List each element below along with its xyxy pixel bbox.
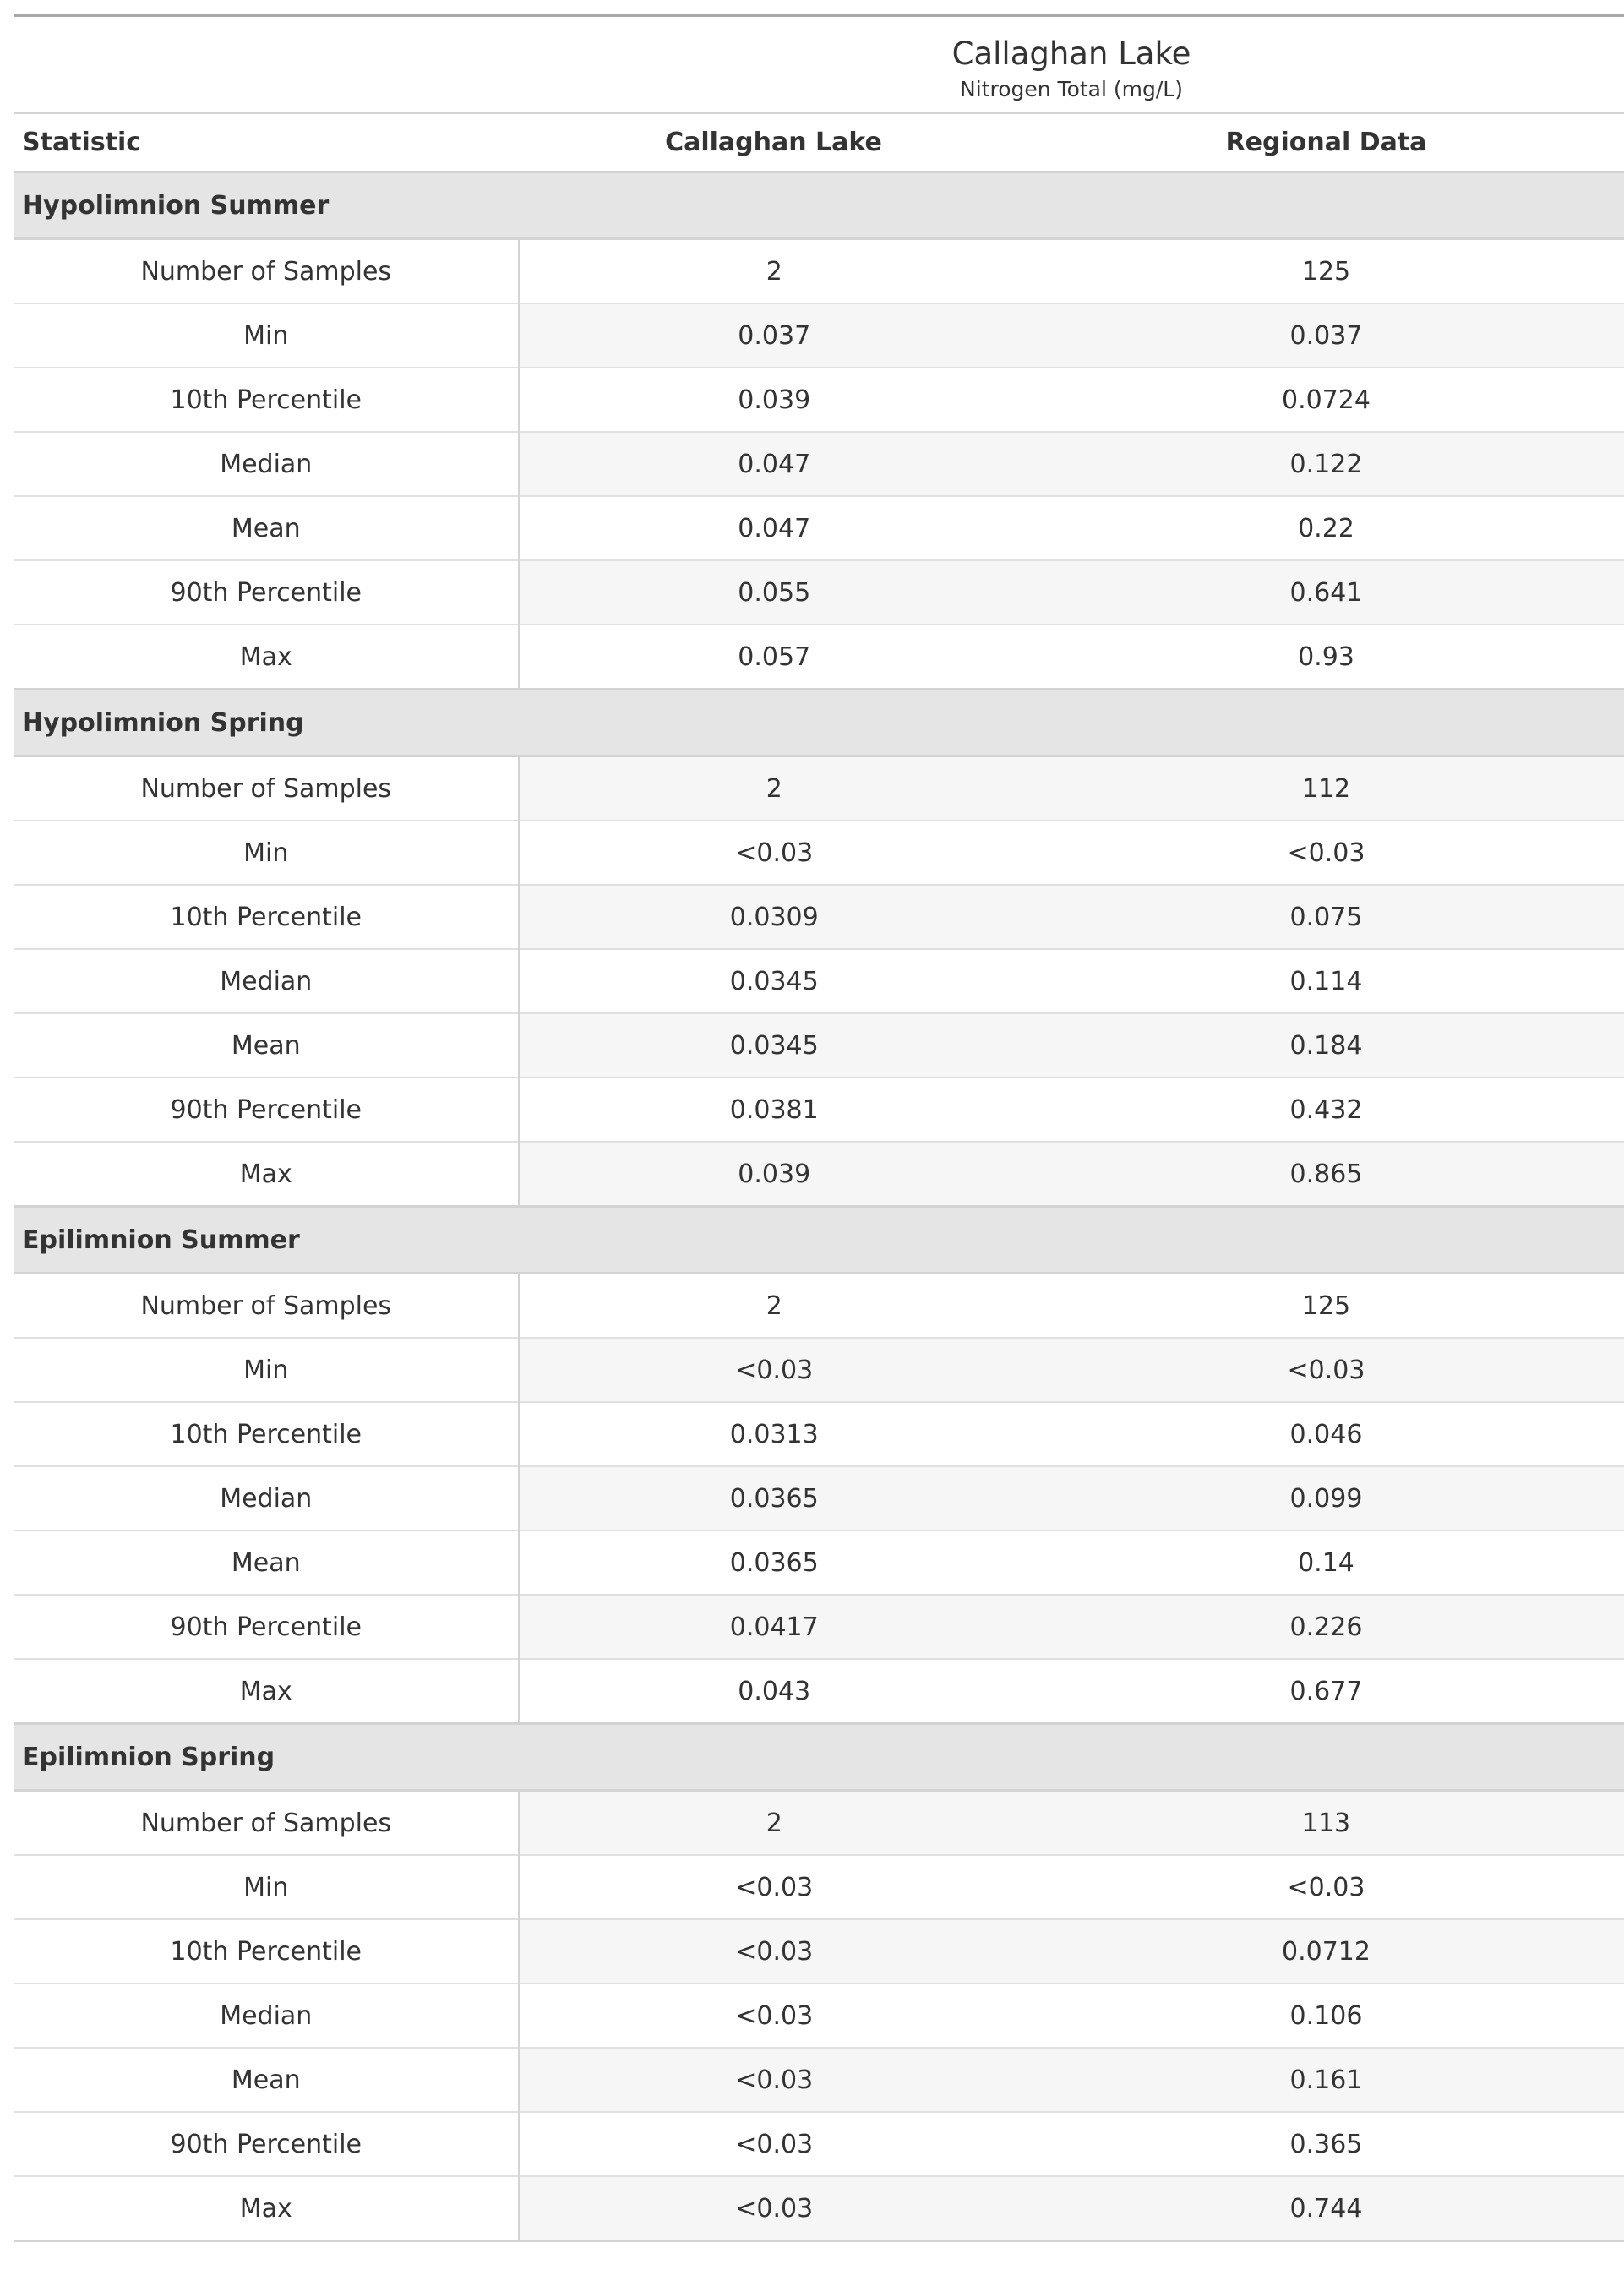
- group-title: Hypolimnion Summer: [14, 172, 1624, 239]
- table-row: [14, 496, 1624, 560]
- column-header-regional: Regional Data: [1028, 113, 1624, 172]
- regional-value: 0.122: [1028, 432, 1624, 496]
- statistic-label: Median: [14, 1984, 519, 2048]
- stats-table-container: [14, 14, 1624, 2242]
- table-row: [14, 303, 1624, 368]
- statistic-label: Mean: [14, 496, 519, 560]
- statistic-label: Max: [14, 1659, 519, 1724]
- group-section: [14, 690, 1624, 1207]
- lake-value: <0.03: [519, 1984, 1028, 2048]
- lake-value: 0.0381: [519, 1078, 1028, 1142]
- table-row: [14, 2112, 1624, 2176]
- lake-value: 0.037: [519, 303, 1028, 368]
- regional-value: 0.046: [1028, 1402, 1624, 1466]
- regional-value: 0.744: [1028, 2176, 1624, 2241]
- group-header-row: [14, 690, 1624, 756]
- lake-value: 0.039: [519, 1142, 1028, 1207]
- regional-value: 113: [1028, 1791, 1624, 1856]
- group-section: [14, 1724, 1624, 2241]
- table-row: [14, 1855, 1624, 1919]
- regional-value: 0.14: [1028, 1531, 1624, 1595]
- table-header: [14, 16, 1624, 172]
- statistic-label: Max: [14, 2176, 519, 2241]
- lake-value: 0.0345: [519, 949, 1028, 1013]
- regional-value: 0.226: [1028, 1595, 1624, 1659]
- regional-value: 0.677: [1289, 1676, 1363, 1706]
- lake-value: <0.03: [519, 2112, 1028, 2176]
- lake-value: 2: [519, 1274, 1028, 1339]
- table-row: [14, 1531, 1624, 1595]
- regional-value: 0.161: [1028, 2048, 1624, 2112]
- regional-value: 0.22: [1028, 496, 1624, 560]
- regional-value: 125: [1028, 239, 1624, 304]
- table-row: [14, 1078, 1624, 1142]
- statistic-label: Mean: [14, 1531, 519, 1595]
- statistic-label: 10th Percentile: [14, 1402, 519, 1466]
- regional-value: 0.075: [1028, 885, 1624, 949]
- regional-value: <0.03: [1028, 1338, 1624, 1402]
- table-row: [14, 1919, 1624, 1984]
- statistic-label: Min: [14, 303, 519, 368]
- regional-value: 0.865: [1028, 1142, 1624, 1207]
- group-section: [14, 172, 1624, 690]
- table-row: [14, 239, 1624, 304]
- statistic-label: Median: [14, 432, 519, 496]
- regional-value: 0.93: [1298, 641, 1354, 672]
- table-subtitle: Nitrogen Total (mg/L): [519, 74, 1624, 113]
- lake-value: 2: [519, 239, 1028, 304]
- lake-value: 0.0365: [519, 1466, 1028, 1531]
- table-row: [14, 1595, 1624, 1659]
- lake-value: 0.0417: [519, 1595, 1028, 1659]
- lake-value: 0.0313: [519, 1402, 1028, 1466]
- group-section: [14, 1207, 1624, 1724]
- regional-value: 0.114: [1028, 949, 1624, 1013]
- table-row: [14, 1659, 1624, 1724]
- statistic-label: Max: [14, 1142, 519, 1207]
- table-row: [14, 756, 1624, 821]
- lake-value: <0.03: [519, 1855, 1028, 1919]
- statistic-label: 90th Percentile: [14, 560, 519, 625]
- table-row: [14, 1402, 1624, 1466]
- statistic-label: Median: [14, 949, 519, 1013]
- table-row: [14, 1338, 1624, 1402]
- regional-value: 0.037: [1028, 303, 1624, 368]
- table-row: [14, 560, 1624, 625]
- column-header-lake: Callaghan Lake: [519, 113, 1028, 172]
- group-title: Hypolimnion Spring: [14, 690, 1624, 756]
- lake-value: <0.03: [519, 2048, 1028, 2112]
- statistic-label: Number of Samples: [14, 756, 519, 821]
- regional-value: 0.0724: [1028, 368, 1624, 432]
- statistics-table: [14, 14, 1624, 2242]
- table-title: Callaghan Lake: [951, 35, 1191, 72]
- lake-value: 0.0345: [519, 1013, 1028, 1078]
- table-row: [14, 1466, 1624, 1531]
- table-row: [14, 368, 1624, 432]
- statistic-label: 90th Percentile: [14, 1595, 519, 1659]
- regional-value: 0.641: [1028, 560, 1624, 625]
- lake-value: 2: [519, 756, 1028, 821]
- table-row: [14, 821, 1624, 885]
- table-row: [14, 949, 1624, 1013]
- lake-value: 0.039: [519, 368, 1028, 432]
- statistic-label: Number of Samples: [14, 1274, 519, 1339]
- table-row: [14, 432, 1624, 496]
- statistic-label: Median: [14, 1466, 519, 1531]
- statistic-label: 90th Percentile: [14, 2112, 519, 2176]
- lake-value: <0.03: [519, 1919, 1028, 1984]
- table-row: [14, 1984, 1624, 2048]
- table-row: [14, 885, 1624, 949]
- statistic-label: 10th Percentile: [14, 368, 519, 432]
- table-row: [14, 2176, 1624, 2241]
- table-row: [14, 2048, 1624, 2112]
- lake-value: 0.055: [519, 560, 1028, 625]
- lake-value: 0.057: [738, 641, 811, 672]
- statistic-label: Min: [14, 821, 519, 885]
- table-row: [14, 1013, 1624, 1078]
- statistic-label: Number of Samples: [14, 1791, 519, 1856]
- statistic-label: Min: [14, 1855, 519, 1919]
- lake-value: 0.0309: [519, 885, 1028, 949]
- statistic-label: Mean: [14, 2048, 519, 2112]
- regional-value: 0.432: [1028, 1078, 1624, 1142]
- table-row: [14, 625, 1624, 690]
- regional-value: <0.03: [1028, 821, 1624, 885]
- statistic-label: Mean: [14, 1013, 519, 1078]
- column-header-statistic: Statistic: [14, 113, 519, 172]
- statistic-label: 90th Percentile: [14, 1078, 519, 1142]
- lake-value: 0.047: [519, 432, 1028, 496]
- regional-value: 0.184: [1028, 1013, 1624, 1078]
- regional-value: 125: [1028, 1274, 1624, 1339]
- group-header-row: [14, 1724, 1624, 1791]
- group-title: Epilimnion Summer: [14, 1207, 1624, 1274]
- statistic-label: Number of Samples: [14, 239, 519, 304]
- lake-value: <0.03: [519, 821, 1028, 885]
- statistic-label: 10th Percentile: [14, 885, 519, 949]
- regional-value: 0.099: [1028, 1466, 1624, 1531]
- regional-value: <0.03: [1028, 1855, 1624, 1919]
- lake-value: 0.047: [519, 496, 1028, 560]
- group-header-row: [14, 1207, 1624, 1274]
- lake-value: 0.0365: [519, 1531, 1028, 1595]
- lake-value: <0.03: [519, 1338, 1028, 1402]
- statistic-label: 10th Percentile: [14, 1919, 519, 1984]
- lake-value: 2: [519, 1791, 1028, 1856]
- regional-value: 112: [1028, 756, 1624, 821]
- statistic-label: Min: [14, 1338, 519, 1402]
- lake-value: 0.043: [738, 1676, 811, 1706]
- group-header-row: [14, 172, 1624, 239]
- regional-value: 0.0712: [1028, 1919, 1624, 1984]
- regional-value: 0.365: [1028, 2112, 1624, 2176]
- table-row: [14, 1791, 1624, 1856]
- table-row: [14, 1274, 1624, 1339]
- table-row: [14, 1142, 1624, 1207]
- lake-value: <0.03: [519, 2176, 1028, 2241]
- regional-value: 0.106: [1028, 1984, 1624, 2048]
- group-title: Epilimnion Spring: [14, 1724, 1624, 1791]
- statistic-label: Max: [14, 625, 519, 690]
